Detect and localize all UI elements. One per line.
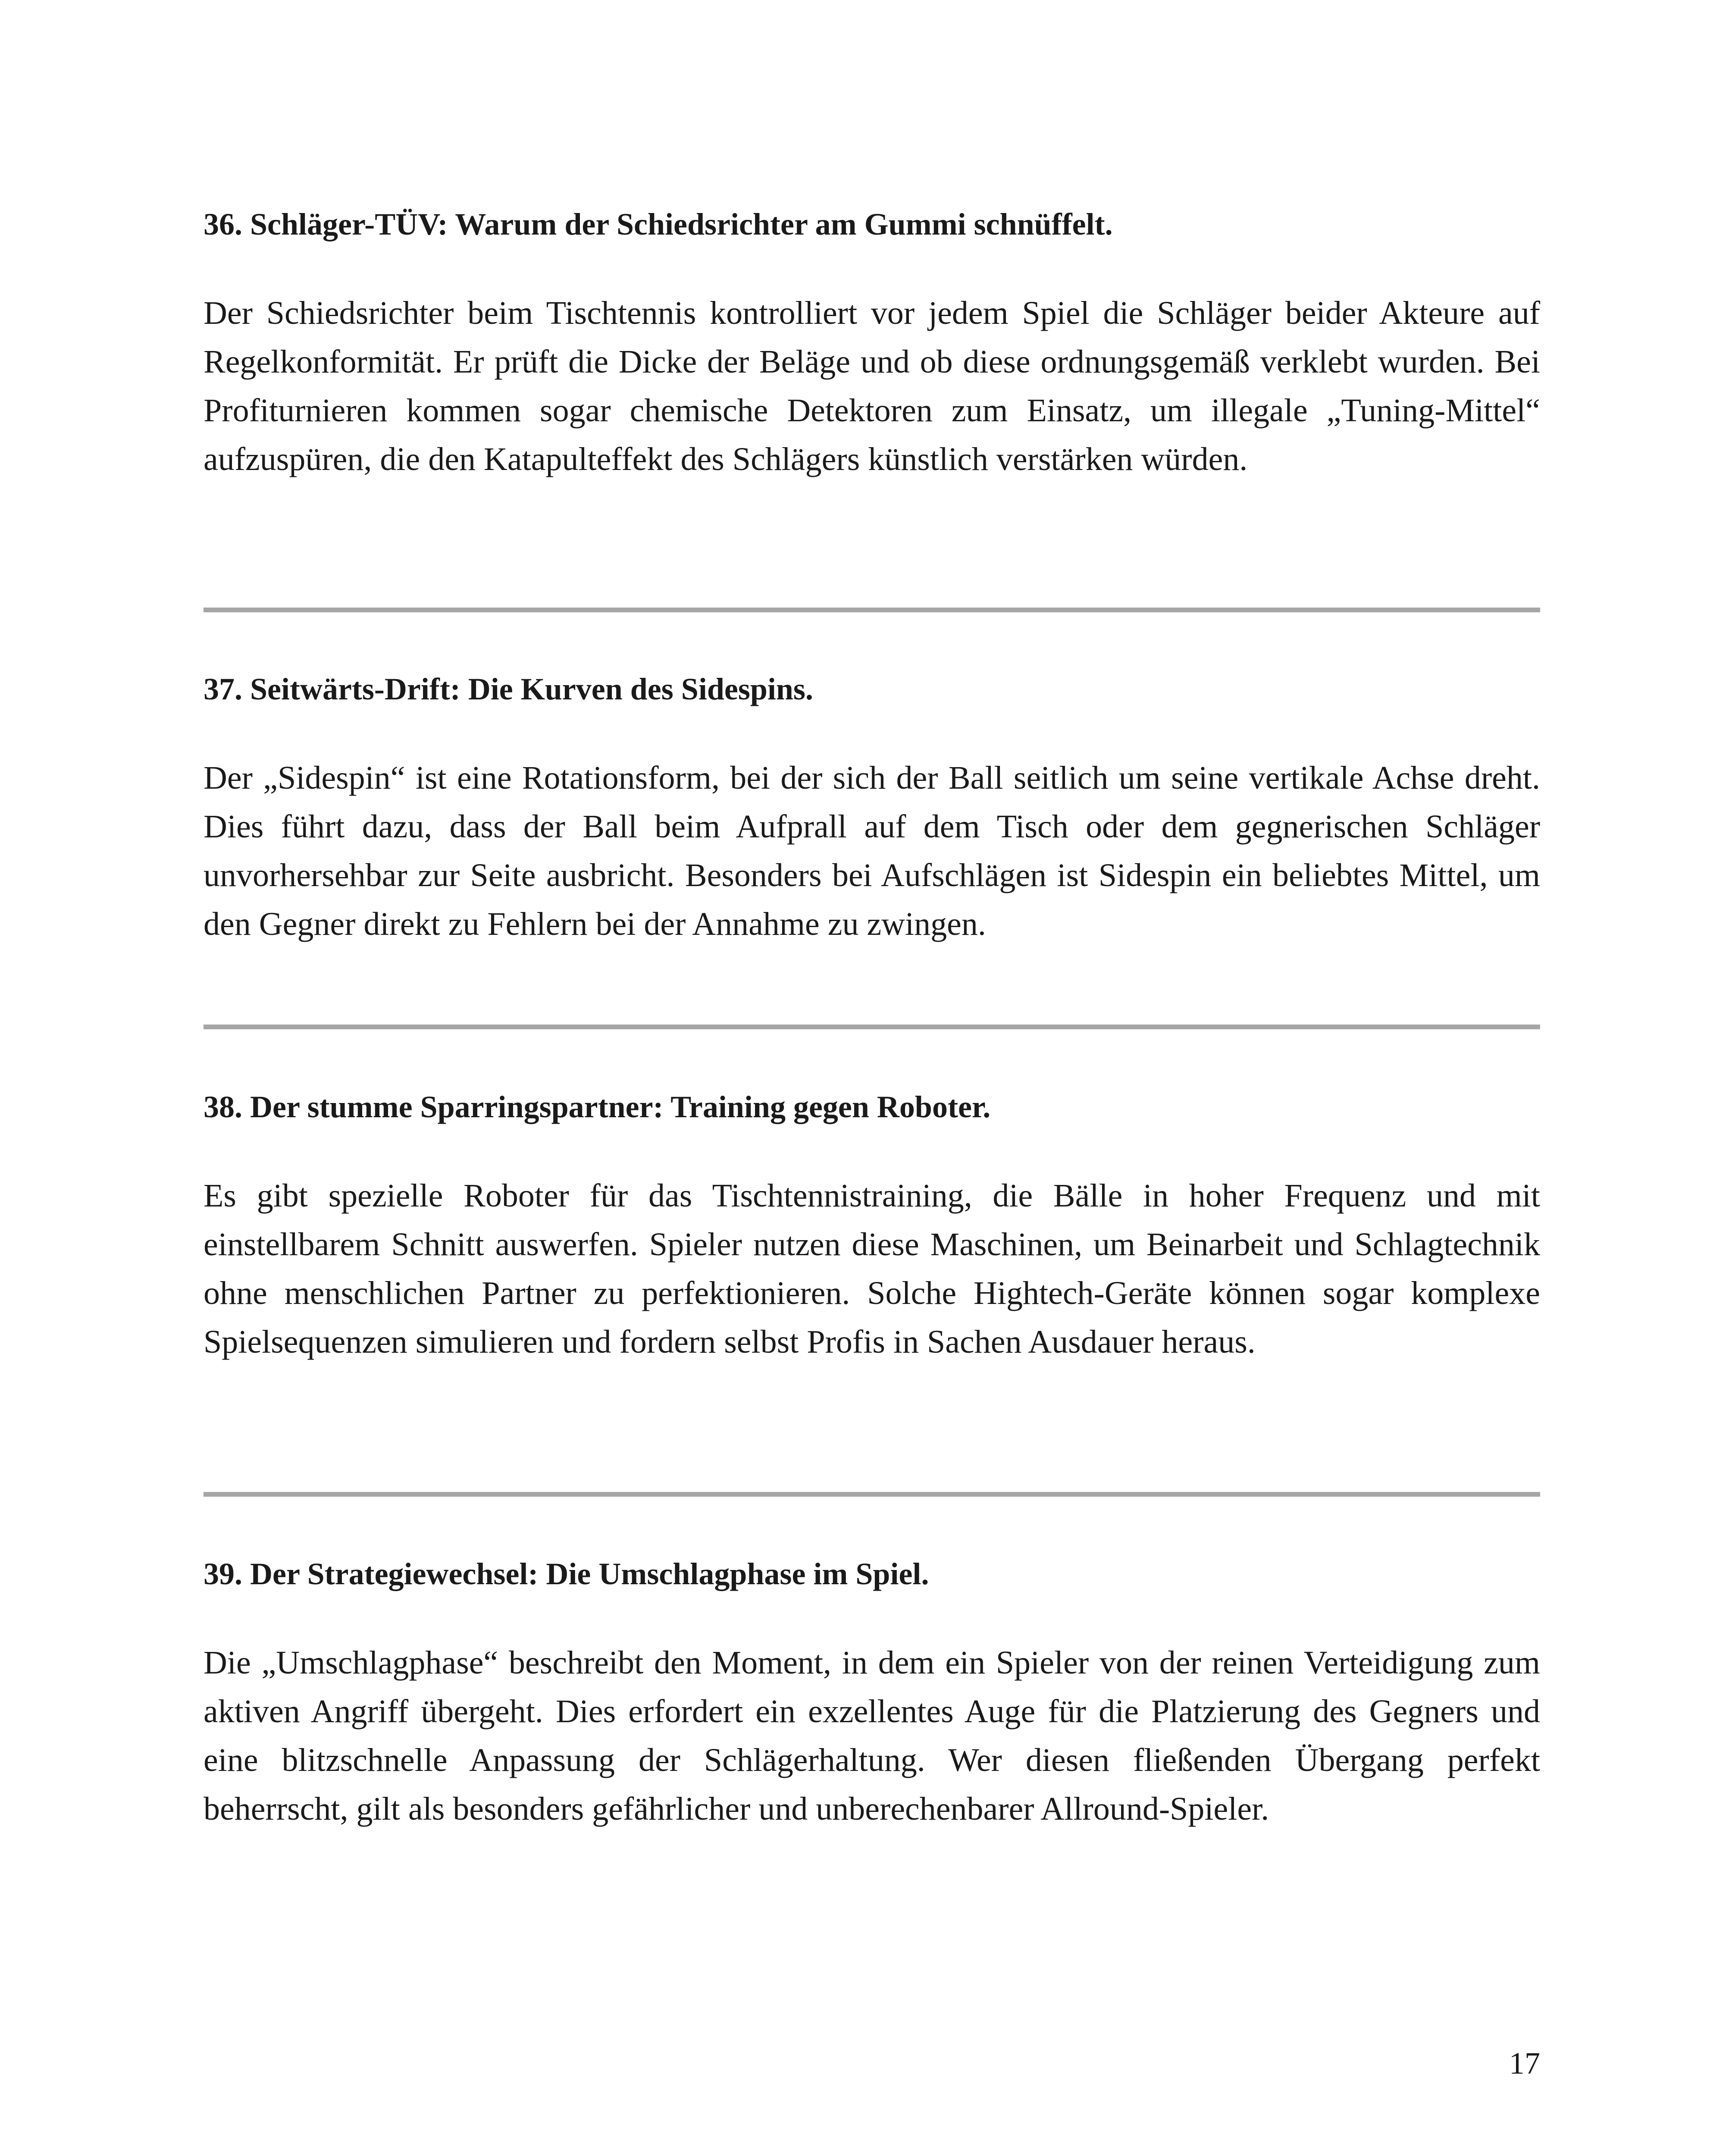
section-body: Der „Sidespin“ ist eine Rotationsform, bei der sich der Ball seitlich um seine vertikale Achse dreht. Dies führt dazu, dass der Ball beim Aufprall auf dem Tisch oder dem gegnerischen Schläger unvorhersehbar zur Seite ausbricht. Besonders bei Aufschlägen ist Sidespin ein beliebtes Mittel, um den Gegner direkt zu Fehlern bei der Annahme zu zwingen. <box>204 760 1540 942</box>
section-body: Es gibt spezielle Roboter für das Tischtennistraining, die Bälle in hoher Frequenz und mit einstellbarem Schnitt auswerfen. Spieler nutzen diese Maschinen, um Beinarbeit und Schlagtechnik ohne menschlichen Partner zu perfektionieren. Solche Hightech-Geräte können sogar komplexe Spielsequenzen simulieren und fordern selbst Profis in Sachen Ausdauer heraus. <box>204 1178 1540 1360</box>
section-body: Der Schiedsrichter beim Tischtennis kontrolliert vor jedem Spiel die Schläger beider Akteure auf Regelkonformität. Er prüft die Dicke der Beläge und ob diese ordnungsgemäß verklebt wurden. Bei Profiturnieren kommen sogar chemische Detektoren zum Einsatz, um illegale „Tuning-Mittel“ aufzuspüren, die den Katapulteffekt des Schlägers künstlich verstärken würden. <box>204 295 1540 477</box>
section-body: Die „Umschlagphase“ beschreibt den Moment, in dem ein Spieler von der reinen Verteidigung zum aktiven Angriff übergeht. Dies erfordert ein exzellentes Auge für die Platzierung des Gegners und eine blitzschnelle Anpassung der Schlägerhaltung. Wer diesen fließenden Übergang perfekt beherrscht, gilt als besonders gefährlicher und unberechenbarer Allround-Spieler. <box>204 1645 1540 1827</box>
document-page <box>204 0 1540 2156</box>
section-divider <box>204 1492 1540 1497</box>
section-heading: 36. Schläger-TÜV: Warum der Schiedsrichter am Gummi schnüffelt. <box>204 207 1113 241</box>
section-heading: 37. Seitwärts-Drift: Die Kurven des Sidespins. <box>204 672 813 706</box>
section-divider <box>204 1025 1540 1029</box>
section-heading: 39. Der Strategiewechsel: Die Umschlagphase im Spiel. <box>204 1557 929 1591</box>
section-divider <box>204 608 1540 612</box>
page-number: 17 <box>1509 2046 1540 2081</box>
section-heading: 38. Der stumme Sparringspartner: Training gegen Roboter. <box>204 1090 991 1124</box>
